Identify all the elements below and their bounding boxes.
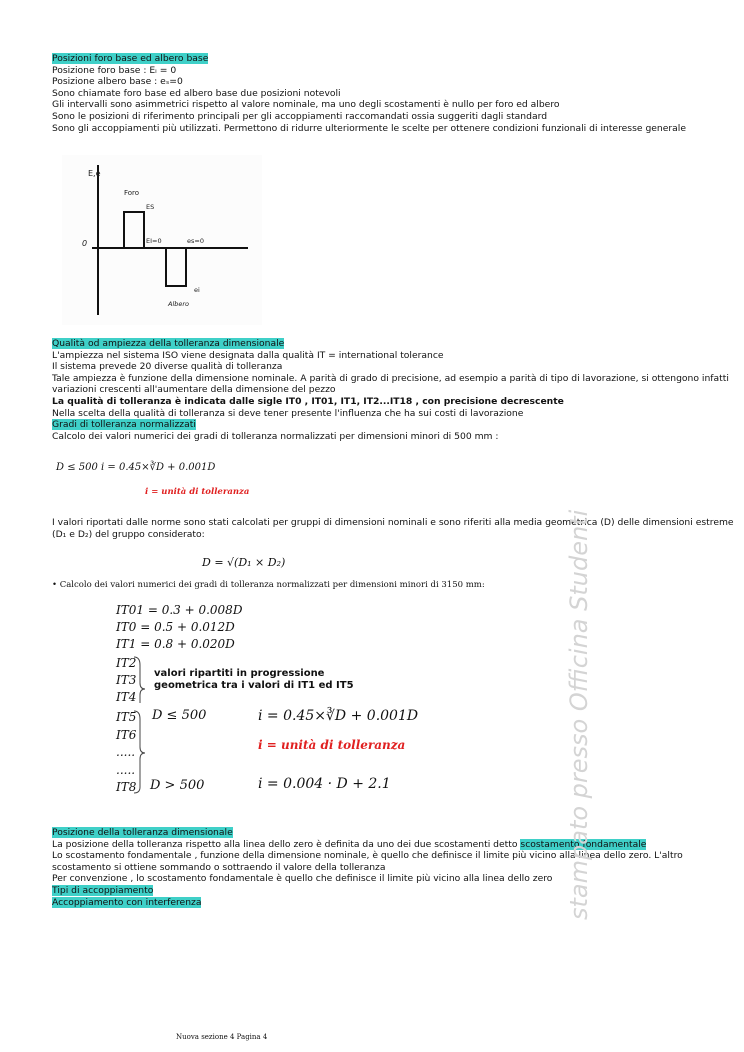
formula-it01: IT01 = 0.3 + 0.008D xyxy=(116,603,243,617)
text-line: Sono le posizioni di riferimento principali per gli accoppiamenti raccomandati ossia suggeriti dagli standard xyxy=(52,110,548,122)
formula-500: D ≤ 500 i = 0.45×∛D + 0.001D xyxy=(56,462,216,473)
heading-gradi: Gradi di tolleranza normalizzati xyxy=(52,419,196,431)
line1-text: La posizione della tolleranza rispetto alla linea dello zero è definita da uno dei due scostamenti detto xyxy=(52,838,521,850)
bold-line: La qualità di tolleranza è indicata dalle sigle IT0 , IT01, IT1, IT2...IT18 , con precisione decrescente xyxy=(52,395,564,407)
note-line-2: geometrica tra i valori di IT1 ed IT5 xyxy=(154,680,354,691)
text-line: Calcolo dei valori numerici dei gradi di tolleranza normalizzati per dimensioni minori di 500 mm : xyxy=(52,430,499,442)
eq-over-500: i = 0.004 · D + 2.1 xyxy=(258,776,391,792)
formula-it0: IT0 = 0.5 + 0.012D xyxy=(116,620,235,634)
label-it8: IT8 xyxy=(116,780,137,794)
ei-label: ei xyxy=(194,286,200,294)
section-posizione xyxy=(52,827,738,908)
heading-qualita: Qualità od ampiezza della tolleranza dimensionale xyxy=(52,338,285,349)
text-line: Sono gli accoppiamenti più utilizzati. Permettono di ridurre ulteriormente le scelte per ottenere condizioni funzionali di interesse generale xyxy=(52,122,687,134)
brace-lines xyxy=(130,655,150,795)
cond-500: D ≤ 500 xyxy=(152,708,207,723)
foro-label: Foro xyxy=(124,189,140,197)
heading-tipi: Tipi di accoppiamento xyxy=(52,884,154,896)
eq-500: i = 0.45×∛D + 0.001D xyxy=(258,708,419,724)
bullet-text: Calcolo dei valori numerici dei gradi di tolleranza normalizzati per dimensioni minori di 3150 mm: xyxy=(59,580,485,590)
text-line: Il sistema prevede 20 diverse qualità di tolleranza xyxy=(52,361,283,373)
ei-zero-label: EI=0 xyxy=(146,237,162,245)
watermark: stampato presso Officina Studenti xyxy=(565,509,593,920)
text-line: Lo scostamento fondamentale , funzione della dimensione nominale, è quello che definisce il limite più vicino alla linea dello zero. L'altro scostamento si ottiene sommando o sottraendo il valore della tolleranza xyxy=(52,850,683,873)
text-line: Sono chiamate foro base ed albero base due posizioni notevoli xyxy=(52,87,341,99)
dots-2: ..... xyxy=(116,763,136,777)
label-it3: IT3 xyxy=(116,673,137,687)
text-line: L'ampiezza nel sistema ISO viene designata dalla qualità IT = international tolerance xyxy=(52,349,444,361)
text-line: Posizione foro base : Eᵢ = 0 xyxy=(52,64,177,76)
text-line: Nella scelta della qualità di tolleranza si deve tener presente l'influenza che ha sui costi di lavorazione xyxy=(52,407,524,419)
axis-label: E,e xyxy=(88,169,101,178)
note-line-1: valori ripartiti in progressione xyxy=(154,668,325,679)
text-paragraph: I valori riportati dalle norme sono stati calcolati per gruppi di dimensioni nominali e sono riferiti alla media geometrica (D) delle dimensioni estreme (D₁ e D₂) del gruppo considerato: xyxy=(52,517,734,540)
page-footer: Nuova sezione 4 Pagina 4 xyxy=(176,1033,268,1041)
formula-it1: IT1 = 0.8 + 0.020D xyxy=(116,637,235,651)
text-line: Posizione albero base : eₛ=0 xyxy=(52,76,183,88)
es-label: ES xyxy=(146,203,155,211)
dots-1: ..... xyxy=(116,745,136,759)
unit-label-2: i = unità di tolleranza xyxy=(258,738,406,752)
progression-note xyxy=(154,668,354,692)
zero-label: 0 xyxy=(82,239,88,248)
label-it6: IT6 xyxy=(116,728,137,742)
label-it2: IT2 xyxy=(116,656,137,670)
heading-interferenza: Accoppiamento con interferenza xyxy=(52,896,202,908)
heading-posizioni: Posizioni foro base ed albero base xyxy=(52,53,209,64)
highlight-scostamento: scostamento fondamentale xyxy=(520,838,647,850)
albero-label: Albero xyxy=(168,300,190,308)
label-it5: IT5 xyxy=(116,710,137,724)
unit-label: i = unità di tolleranza xyxy=(145,487,250,497)
text-line: Per convenzione , lo scostamento fondamentale è quello che definisce il limite più vicino alla linea dello zero xyxy=(52,873,553,885)
label-it4: IT4 xyxy=(116,690,137,704)
heading-posizione: Posizione della tolleranza dimensionale xyxy=(52,827,233,838)
geo-mean-formula: D = √(D₁ × D₂) xyxy=(202,556,286,569)
text-line: Gli intervalli sono asimmetrici rispetto al valore nominale, ma uno degli scostamenti è nullo per foro ed albero xyxy=(52,99,560,111)
bullet-line: • Calcolo dei valori numerici dei gradi di tolleranza normalizzati per dimensioni minori di 3150 mm: xyxy=(52,580,485,590)
es-zero-label: es=0 xyxy=(187,237,204,245)
text-line xyxy=(52,839,738,851)
cond-over-500: D > 500 xyxy=(150,778,205,793)
text-line: Tale ampiezza è funzione della dimensione nominale. A parità di grado di precisione, ad esempio a parità di tipo di lavorazione, si ottengono infatti variazioni crescenti all'aumentare della dimensione del pezzo xyxy=(52,372,729,396)
